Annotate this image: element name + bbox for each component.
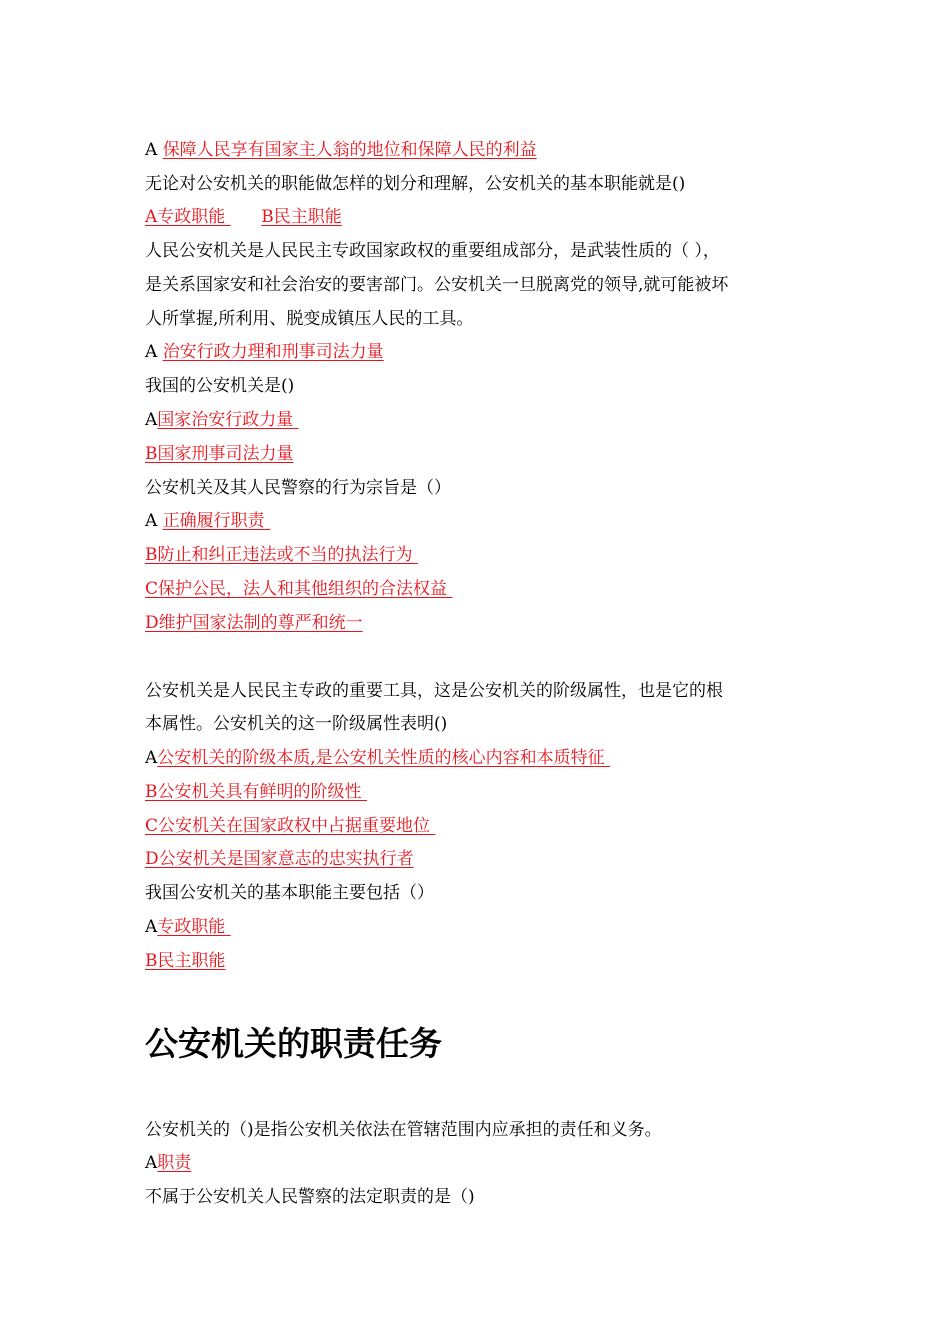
question-text: 无论对公安机关的职能做怎样的划分和理解，公安机关的基本职能就是() — [145, 174, 686, 194]
question-text: 人民公安机关是人民民主专政国家政权的重要组成部分，是武装性质的（ ）， — [145, 241, 720, 261]
underline-gap — [265, 510, 291, 532]
answer-text: B公安机关具有鲜明的阶级性 — [145, 782, 362, 802]
answer-text: 职责 — [157, 1153, 192, 1173]
question-text: 公安机关的（)是指公安机关依法在管辖范围内应承担的责任和义务。 — [145, 1120, 662, 1140]
answer-text: 正确履行职责 — [162, 511, 265, 531]
underline-gap — [362, 781, 380, 803]
question-text: 不属于公安机关人民警察的法定职责的是（) — [145, 1187, 475, 1207]
underline-gap — [430, 815, 466, 837]
answer-line — [145, 139, 815, 161]
underline-gap — [225, 206, 261, 228]
question-text: 本属性。公安机关的这一阶级属性表明() — [145, 714, 448, 734]
question-text: 我国公安机关的基本职能主要包括（） — [145, 883, 434, 903]
answer-text: B国家刑事司法力量 — [145, 444, 294, 464]
option-prefix: A — [145, 511, 158, 531]
answer-line — [145, 544, 815, 566]
question-text: 公安机关及其人民警察的行为宗旨是（） — [145, 478, 451, 498]
answer-text: B防止和纠正违法或不当的执法行为 — [145, 545, 413, 565]
answer-text: C保护公民，法人和其他组织的合法权益 — [145, 579, 448, 599]
option-prefix: A — [145, 917, 158, 937]
answer-text: 保障人民享有国家主人翁的地位和保障人民的利益 — [162, 140, 537, 160]
option-prefix: A — [145, 410, 158, 430]
answer-text: 专政职能 — [157, 917, 226, 937]
answer-line — [145, 206, 815, 228]
option-a: A专政职能 — [145, 207, 226, 227]
answer-text: D维护国家法制的尊严和统一 — [145, 613, 363, 633]
answer-text: D公安机关是国家意志的忠实执行者 — [145, 849, 414, 869]
answer-line — [145, 578, 815, 600]
underline-gap — [225, 916, 245, 938]
answer-line — [145, 815, 815, 837]
answer-text: C公安机关在国家政权中占据重要地位 — [145, 816, 431, 836]
option-prefix: A — [145, 1153, 158, 1173]
question-text: 人所掌握,所利用、脱变成镇压人民的工具。 — [145, 309, 474, 329]
option-prefix: A — [145, 748, 158, 768]
answer-line — [145, 950, 815, 972]
answer-line — [145, 612, 815, 634]
underline-gap — [447, 578, 475, 600]
option-b: B民主职能 — [261, 207, 342, 227]
answer-line — [145, 409, 815, 431]
section-heading: 公安机关的职责任务 — [145, 1024, 442, 1063]
answer-line — [145, 781, 815, 803]
option-prefix: A — [145, 342, 158, 362]
answer-line — [145, 1152, 815, 1174]
question-text: 公安机关是人民民主专政的重要工具，这是公安机关的阶级属性，也是它的根 — [145, 681, 723, 701]
answer-line — [145, 443, 815, 465]
underline-gap — [293, 409, 311, 431]
answer-line — [145, 848, 815, 870]
answer-line — [145, 747, 815, 769]
underline-gap — [605, 747, 623, 769]
option-prefix: A — [145, 140, 158, 160]
answer-text: B民主职能 — [145, 951, 226, 971]
answer-line — [145, 916, 815, 938]
underline-gap — [413, 544, 439, 566]
answer-text: 国家治安行政力量 — [157, 410, 294, 430]
question-text: 我国的公安机关是() — [145, 376, 295, 396]
answer-line — [145, 341, 815, 363]
answer-text: 公安机关的阶级本质,是公安机关性质的核心内容和本质特征 — [157, 748, 605, 768]
answer-line — [145, 510, 815, 532]
answer-text: 治安行政力理和刑事司法力量 — [162, 342, 384, 362]
question-text: 是关系国家安和社会治安的要害部门。公安机关一旦脱离党的领导,就可能被坏 — [145, 275, 729, 295]
